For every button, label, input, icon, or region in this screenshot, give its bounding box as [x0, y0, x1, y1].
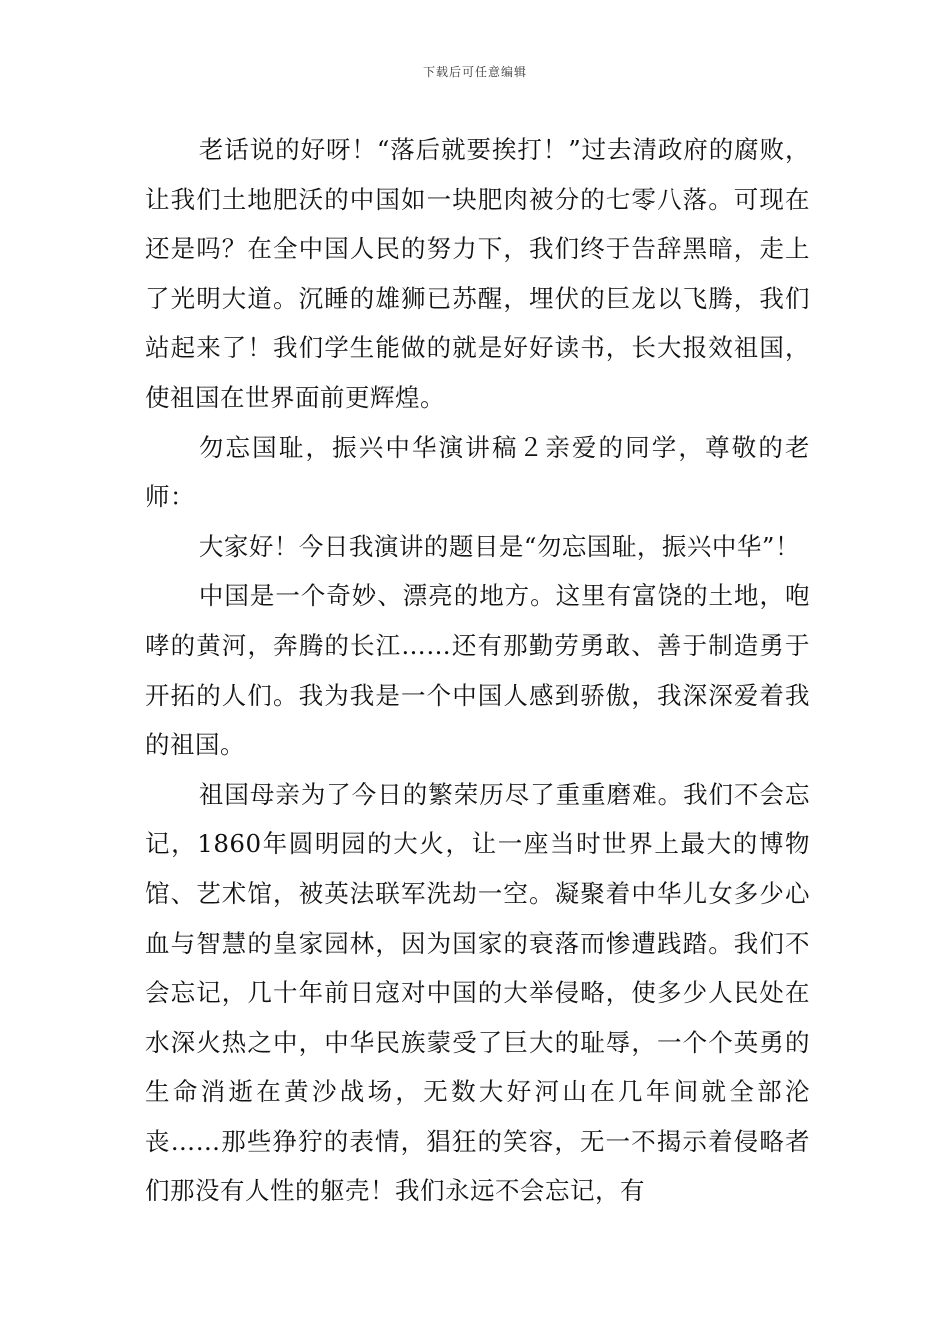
document-body: [145, 125, 810, 1216]
paragraph-5: 祖国母亲为了今日的繁荣历尽了重重磨难。我们不会忘记，1860年圆明园的大火，让一座当时世界上最大的博物馆、艺术馆，被英法联军洗劫一空。凝聚着中华儿女多少心血与智慧的皇家园林，因为国家的衰落而惨遭践踏。我们不会忘记，几十年前日寇对中国的大举侵略，使多少人民处在水深火热之中，中华民族蒙受了巨大的耻辱，一个个英勇的生命消逝在黄沙战场，无数大好河山在几年间就全部沦丧……那些狰狞的表情，猖狂的笑容，无一不揭示着侵略者们那没有人性的躯壳！我们永远不会忘记，有: [145, 779, 810, 1206]
paragraph-1: 老话说的好呀！“落后就要挨打！”过去清政府的腐败，让我们土地肥沃的中国如一块肥肉被分的七零八落。可现在还是吗？在全中国人民的努力下，我们终于告辞黑暗，走上了光明大道。沉睡的雄狮已苏醒，埋伏的巨龙以飞腾，我们站起来了！我们学生能做的就是好好读书，长大报效祖国，使祖国在世界面前更辉煌。: [145, 135, 810, 412]
paragraph-3: 大家好！今日我演讲的题目是“勿忘国耻，振兴中华”！: [198, 531, 800, 561]
paragraph-2: 勿忘国耻，振兴中华演讲稿２亲爱的同学，尊敬的老师：: [145, 432, 810, 512]
page-header: 下载后可任意编辑: [422, 65, 527, 79]
paragraph-4: 中国是一个奇妙、漂亮的地方。这里有富饶的土地，咆哮的黄河，奔腾的长江……还有那勤劳勇敢、善于制造勇于开拓的人们。我为我是一个中国人感到骄傲，我深深爱着我的祖国。: [145, 581, 810, 760]
